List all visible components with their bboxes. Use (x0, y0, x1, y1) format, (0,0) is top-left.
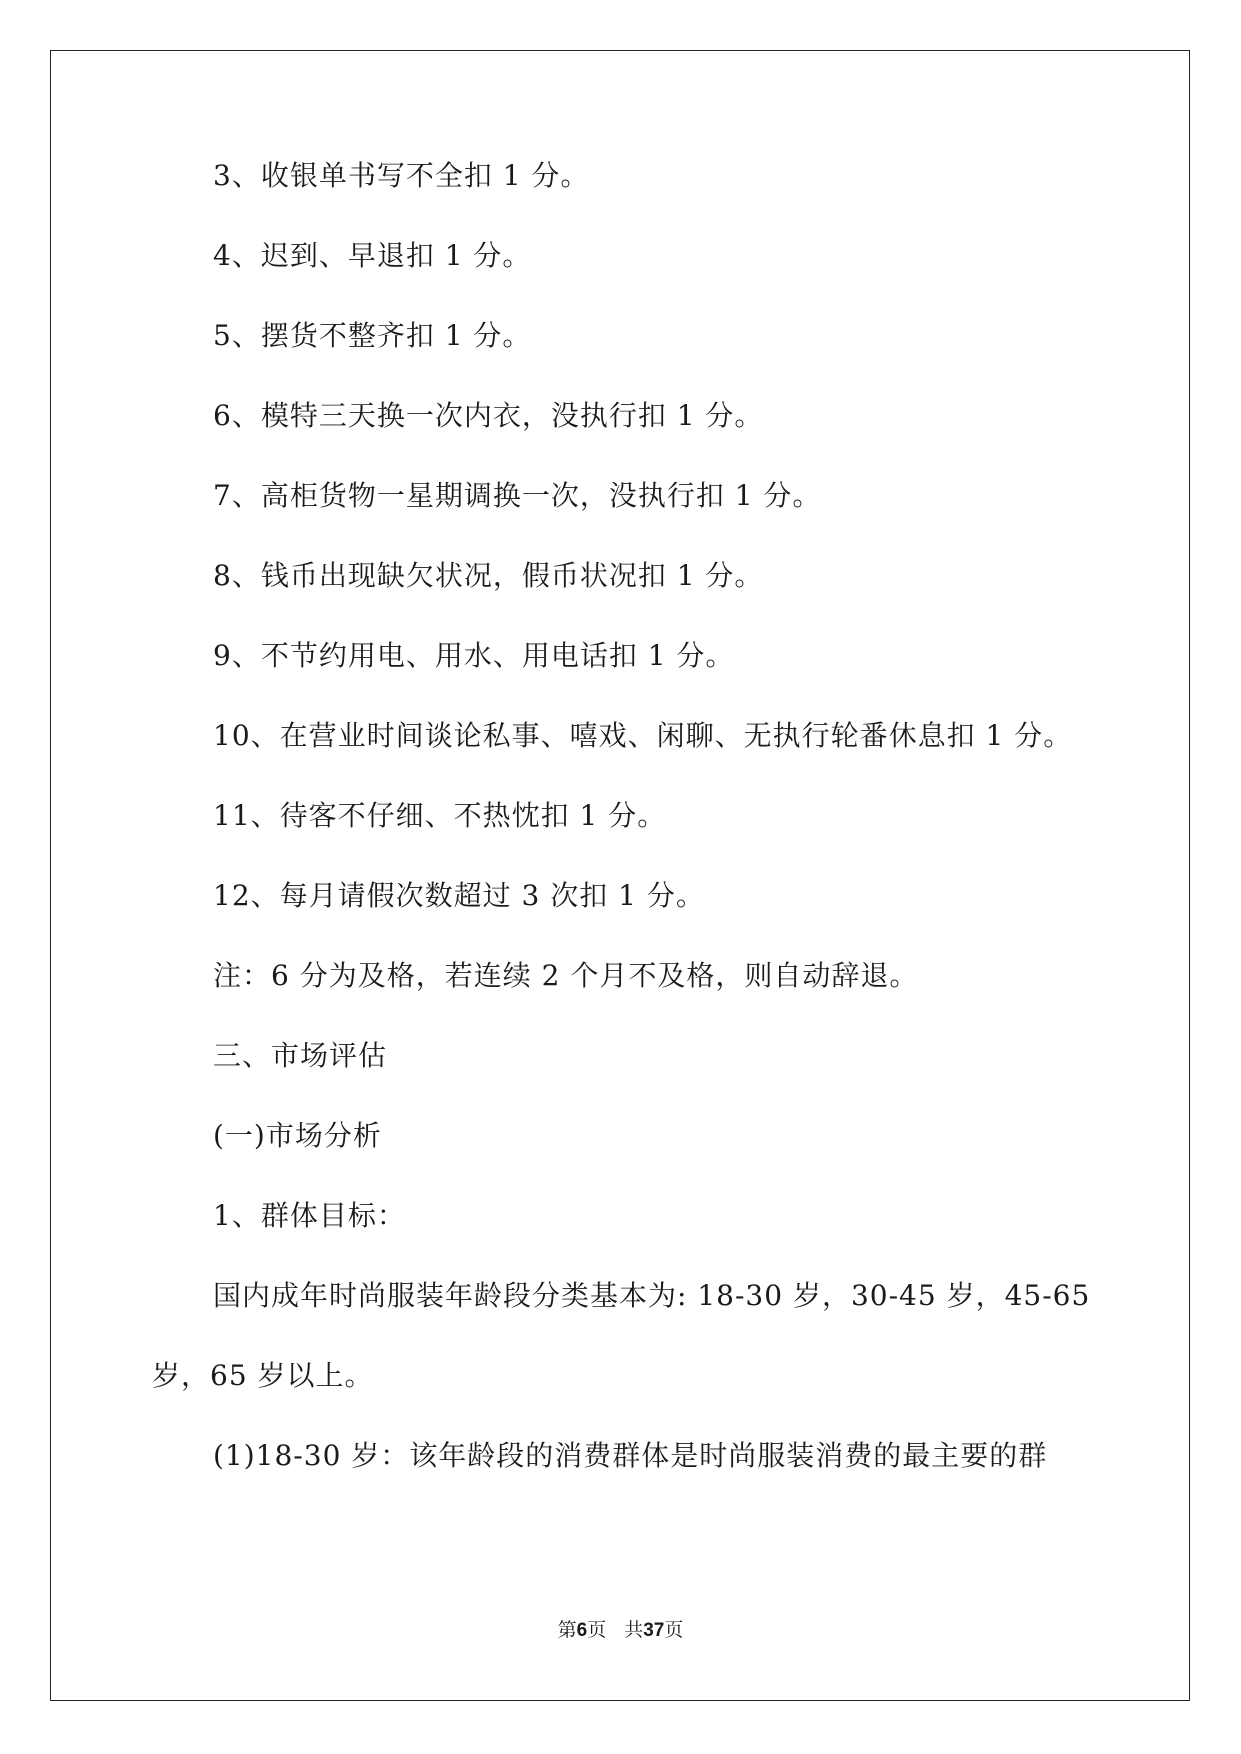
paragraph-rule-7: 7、高柜货物一星期调换一次，没执行扣 1 分。 (213, 479, 822, 512)
footer-page-total: 37 (643, 1620, 665, 1641)
paragraph-rule-6: 6、模特三天换一次内衣，没执行扣 1 分。 (213, 399, 764, 432)
paragraph-age-groups: 国内成年时尚服装年龄段分类基本为: 18-30 岁，30-45 岁，45-65 (213, 1279, 1091, 1312)
section-heading: 三、市场评估 (213, 1039, 388, 1072)
paragraph-age-groups-cont: 岁，65 岁以上。 (152, 1359, 374, 1392)
paragraph-note: 注：6 分为及格，若连续 2 个月不及格，则自动辞退。 (213, 959, 919, 992)
subsection-heading: (一)市场分析 (213, 1119, 382, 1152)
footer-page-current: 6 (576, 1620, 588, 1641)
paragraph-rule-9: 9、不节约用电、用水、用电话扣 1 分。 (213, 639, 735, 672)
paragraph-rule-11: 11、待客不仔细、不热忱扣 1 分。 (213, 799, 667, 832)
page-footer (0, 1618, 1241, 1643)
footer-page-suffix: 页 (587, 1619, 607, 1641)
footer-total-prefix: 共 (624, 1619, 644, 1641)
paragraph-rule-3: 3、收银单书写不全扣 1 分。 (213, 159, 590, 192)
paragraph-rule-12: 12、每月请假次数超过 3 次扣 1 分。 (213, 879, 705, 912)
paragraph-rule-4: 4、迟到、早退扣 1 分。 (213, 239, 532, 272)
footer-total-suffix: 页 (664, 1619, 684, 1641)
footer-page-prefix: 第 (557, 1619, 577, 1641)
paragraph-rule-8: 8、钱币出现缺欠状况，假币状况扣 1 分。 (213, 559, 764, 592)
item-heading: 1、群体目标： (213, 1199, 406, 1232)
paragraph-rule-5: 5、摆货不整齐扣 1 分。 (213, 319, 532, 352)
paragraph-rule-10: 10、在营业时间谈论私事、嘻戏、闲聊、无执行轮番休息扣 1 分。 (213, 719, 1073, 752)
paragraph-age-18-30: (1)18-30 岁：该年龄段的消费群体是时尚服装消费的最主要的群 (213, 1439, 1048, 1472)
